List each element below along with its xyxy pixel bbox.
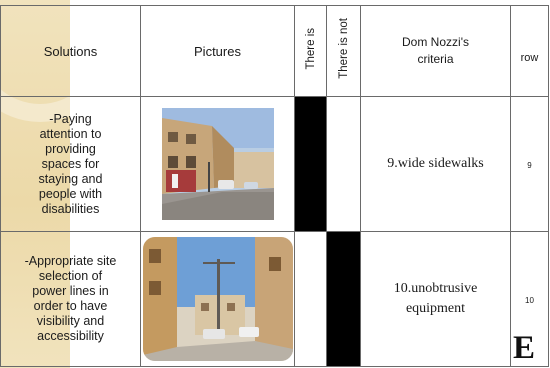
header-there-is: There is (304, 27, 317, 70)
criteria-cell (361, 232, 511, 367)
header-criteria: Dom Nozzi's criteria (402, 35, 469, 66)
header-criteria-cell (361, 6, 511, 97)
criteria-text: 9.wide sidewalks (387, 156, 484, 171)
header-there-is-cell (295, 6, 327, 97)
header-pictures: Pictures (141, 6, 295, 97)
power-line-street-photo (143, 237, 293, 361)
figure-label: E (513, 330, 536, 366)
header-row-cell (511, 6, 549, 97)
there-is-not-mark (327, 97, 361, 232)
solution-text: -Appropriate site selection of power lines in order to have visibility and accessibility (24, 254, 117, 343)
picture-cell (141, 232, 295, 367)
table-row (1, 232, 549, 367)
header-solutions: Solutions (1, 6, 141, 97)
criteria-table (0, 5, 549, 367)
criteria-text: 10.unobtrusive equipment (393, 281, 478, 316)
header-there-is-not: There is not (337, 18, 350, 79)
street-sidewalk-photo (162, 108, 274, 220)
solution-cell (1, 232, 141, 367)
header-row-label: row (520, 52, 539, 64)
header-row (1, 6, 549, 97)
row-number: 10 (525, 296, 534, 305)
solution-text: -Paying attention to providing spaces for staying and people with disabilities (38, 111, 103, 216)
there-is-mark (295, 97, 327, 232)
criteria-cell (361, 97, 511, 232)
there-is-not-mark (327, 232, 361, 367)
picture-cell (141, 97, 295, 232)
table-row (1, 97, 549, 232)
row-number: 9 (527, 161, 532, 170)
solution-cell (1, 97, 141, 232)
there-is-mark (295, 232, 327, 367)
header-there-is-not-cell (327, 6, 361, 97)
row-number-cell (511, 97, 549, 232)
